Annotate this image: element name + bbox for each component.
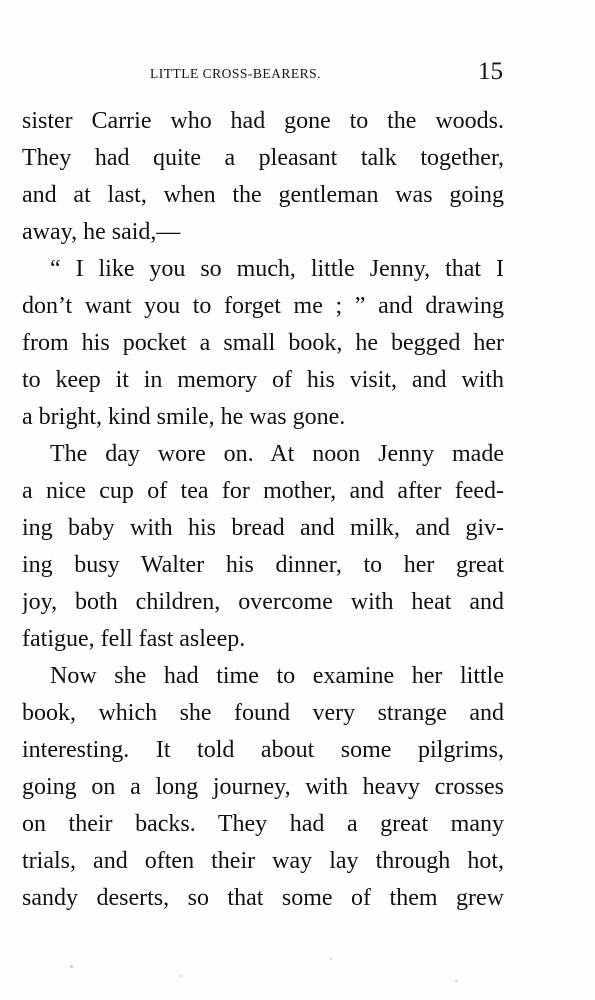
text-line: a nice cup of tea for mother, and after feed- xyxy=(22,478,504,504)
text-line: don’t want you to forget me ; ” and drawing xyxy=(22,293,504,319)
running-header xyxy=(0,58,595,88)
text-line: a bright, kind smile, he was gone. xyxy=(22,404,346,430)
text-line: ing baby with his bread and milk, and giv- xyxy=(22,515,504,541)
print-speckle xyxy=(330,958,332,960)
body-text xyxy=(22,103,504,917)
text-line: Now she had time to examine her little xyxy=(50,663,504,689)
text-line: interesting. It told about some pilgrims, xyxy=(22,737,504,763)
text-line: away, he said,— xyxy=(22,219,181,245)
text-line: The day wore on. At noon Jenny made xyxy=(50,441,504,467)
print-speckle xyxy=(455,980,458,982)
text-line: going on a long journey, with heavy crosses xyxy=(22,774,504,800)
text-line: to keep it in memory of his visit, and with xyxy=(22,367,504,393)
text-line: trials, and often their way lay through hot, xyxy=(22,848,504,874)
text-line: sandy deserts, so that some of them grew xyxy=(22,885,504,911)
text-line: fatigue, fell fast asleep. xyxy=(22,626,246,652)
paragraph xyxy=(22,436,504,658)
text-line: They had quite a pleasant talk together, xyxy=(22,145,504,171)
text-line: book, which she found very strange and xyxy=(22,700,504,726)
print-speckle xyxy=(180,975,182,977)
text-line: from his pocket a small book, he begged her xyxy=(22,330,504,356)
paragraph xyxy=(22,251,504,436)
page-number: 15 xyxy=(478,58,503,85)
text-line: on their backs. They had a great many xyxy=(22,811,504,837)
text-line: “ I like you so much, little Jenny, that I xyxy=(50,256,504,282)
text-line: joy, both children, overcome with heat and xyxy=(22,589,504,615)
paragraph xyxy=(22,103,504,251)
text-line: and at last, when the gentleman was going xyxy=(22,182,504,208)
running-title: LITTLE CROSS-BEARERS. xyxy=(150,66,322,81)
text-line: ing busy Walter his dinner, to her great xyxy=(22,552,504,578)
text-line: sister Carrie who had gone to the woods. xyxy=(22,108,504,134)
paragraph xyxy=(22,658,504,917)
print-speckle xyxy=(70,965,73,968)
